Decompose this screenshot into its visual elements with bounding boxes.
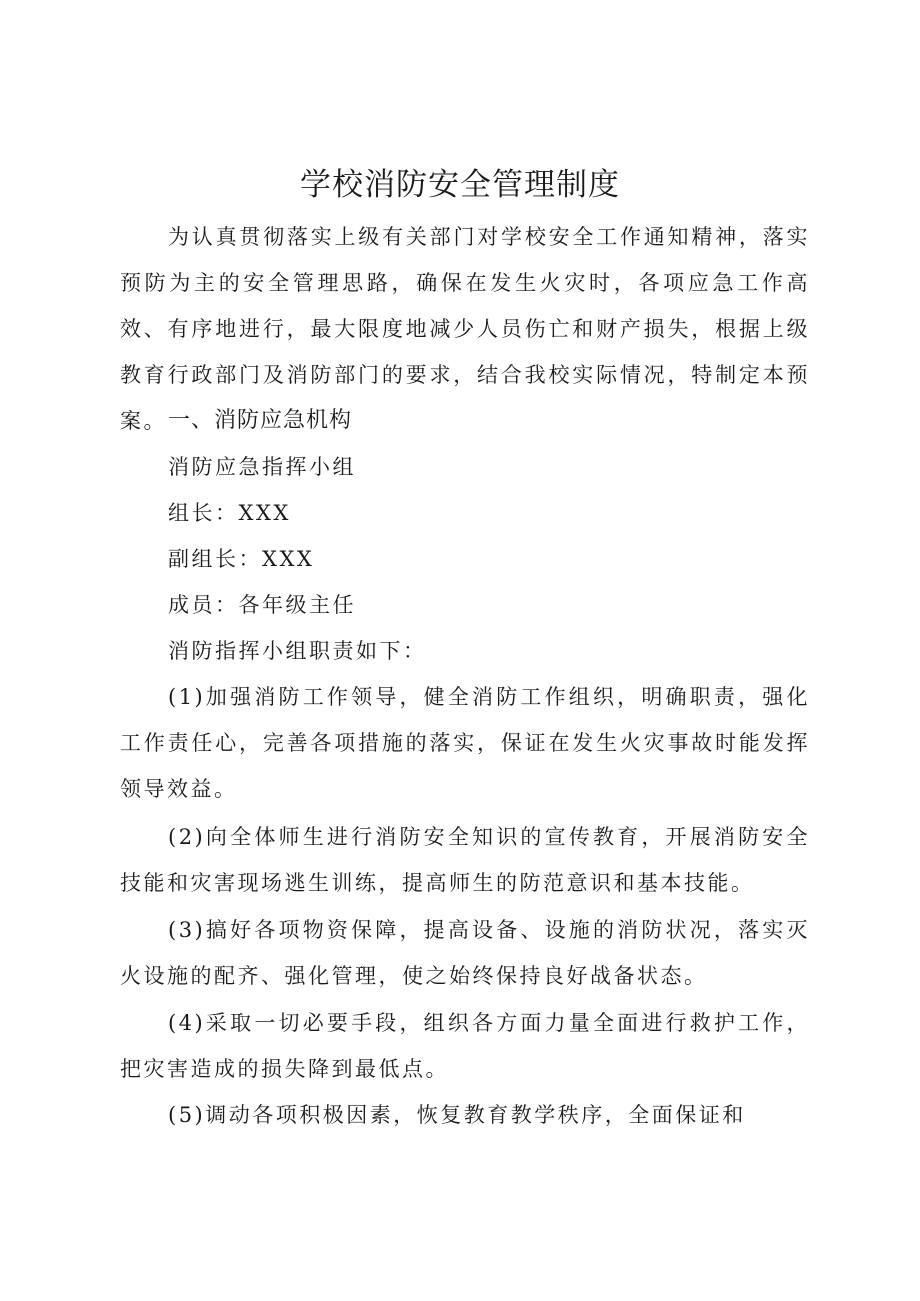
duty-item-2: (2)向全体师生进行消防安全知识的宣传教育，开展消防安全技能和灾害现场逃生训练，提高师生的防范意识和基本技能。: [120, 825, 810, 895]
deputy-group-leader: 副组长：XXX: [168, 547, 315, 571]
section-heading-emergency-organization: 一、消防应急机构: [168, 408, 353, 433]
group-leader: 组长：XXX: [168, 501, 291, 525]
duty-item-1: (1)加强消防工作领导，健全消防工作组织，明确职责，强化工作责任心，完善各项措施的落实，保证在发生火灾事故时能发挥领导效益。: [120, 685, 810, 801]
document-title: 学校消防安全管理制度: [300, 167, 620, 203]
group-members: 成员：各年级主任: [168, 593, 356, 617]
group-name: 消防应急指挥小组: [168, 455, 356, 479]
duty-item-4: (4)采取一切必要手段，组织各方面力量全面进行救护工作，把灾害造成的损失降到最低点。: [120, 1011, 810, 1081]
intro-paragraph: 为认真贯彻落实上级有关部门对学校安全工作通知精神，落实预防为主的安全管理思路，确保在发生火灾时，各项应急工作高效、有序地进行，最大限度地减少人员伤亡和财产损失，根据上级教育行政部门及消防部门的要求，结合我校实际情况，特制定本预案。: [120, 225, 810, 433]
duty-item-5: (5)调动各项积极因素，恢复教育教学秩序，全面保证和: [168, 1103, 746, 1127]
duties-intro: 消防指挥小组职责如下：: [168, 639, 427, 663]
duty-item-3: (3)搞好各项物资保障，提高设备、设施的消防状况，落实灭火设施的配齐、强化管理，使之始终保持良好战备状态。: [120, 918, 810, 988]
